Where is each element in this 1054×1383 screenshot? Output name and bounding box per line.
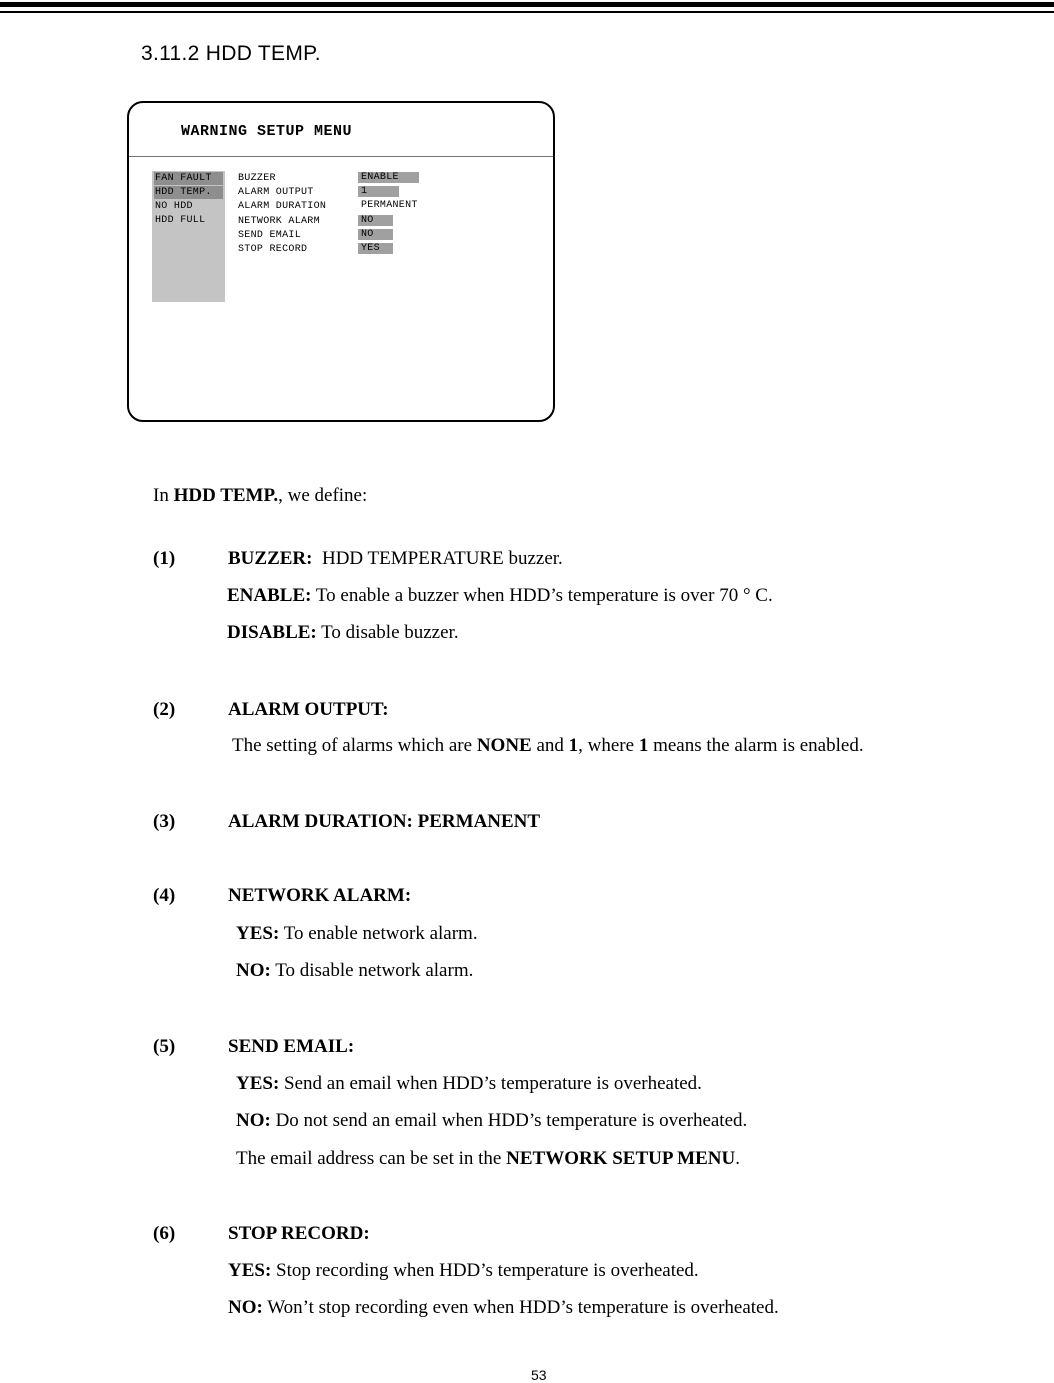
send-email-line	[228, 1036, 354, 1058]
email-address-line	[236, 1148, 740, 1170]
email-yes-desc: Send an email when HDD’s temperature is overheated.	[279, 1073, 702, 1094]
item-number-4: (4)	[153, 885, 176, 906]
disable-line	[227, 622, 459, 644]
network-yes-key: YES:	[236, 923, 280, 944]
warning-setup-menu-screenshot	[127, 101, 555, 422]
item-number-2: (2)	[153, 699, 176, 720]
stop-record-line	[228, 1223, 370, 1245]
send-email-head: SEND EMAIL:	[228, 1036, 355, 1057]
osd-label-alarm-duration: ALARM DURATION	[238, 201, 327, 212]
osd-value-stop-record: YES	[358, 243, 393, 254]
alarm-duration-head: ALARM DURATION: PERMANENT	[228, 811, 541, 832]
stop-no-key: NO:	[228, 1297, 263, 1318]
osd-sidebar	[152, 171, 225, 302]
network-no-desc: To disable network alarm.	[270, 960, 474, 981]
osd-value-buzzer: ENABLE	[358, 172, 419, 183]
osd-title: WARNING SETUP MENU	[181, 123, 353, 140]
osd-label-stop-record: STOP RECORD	[238, 244, 308, 255]
osd-label-alarm-output: ALARM OUTPUT	[238, 187, 314, 198]
page-number: 53	[531, 1367, 547, 1383]
email-address-post: .	[735, 1148, 740, 1169]
email-no-desc: Do not send an email when HDD’s temperature is overheated.	[270, 1110, 748, 1131]
email-no-key: NO:	[236, 1110, 271, 1131]
item-number-1: (1)	[153, 548, 176, 569]
disable-desc: To disable buzzer.	[316, 622, 459, 643]
osd-value-alarm-duration: PERMANENT	[361, 200, 418, 211]
header-rule-thick	[0, 2, 1054, 7]
alarm-duration-line	[228, 811, 540, 833]
osd-sidebar-item-hdd-temp: HDD TEMP.	[154, 186, 223, 199]
alarm-output-and: and	[531, 735, 569, 756]
alarm-output-one: 1	[568, 735, 579, 756]
email-address-pre: The email address can be set in the	[236, 1148, 507, 1169]
stop-yes-desc: Stop recording when HDD’s temperature is overheated.	[271, 1260, 699, 1281]
osd-value-send-email: NO	[358, 229, 393, 240]
stop-no-desc: Won’t stop recording even when HDD’s temperature is overheated.	[262, 1297, 779, 1318]
osd-sidebar-item-fan-fault: FAN FAULT	[154, 172, 223, 185]
network-alarm-head: NETWORK ALARM:	[228, 885, 412, 906]
osd-value-alarm-output: 1	[358, 186, 399, 197]
alarm-output-desc	[232, 735, 864, 757]
enable-line	[227, 585, 773, 607]
disable-key: DISABLE:	[227, 622, 317, 643]
osd-label-send-email: SEND EMAIL	[238, 230, 302, 241]
intro-pre: In	[153, 485, 174, 506]
email-yes-line	[236, 1073, 702, 1095]
stop-yes-line	[228, 1260, 699, 1282]
alarm-output-where: , where	[578, 735, 639, 756]
item-number-6: (6)	[153, 1223, 176, 1244]
alarm-output-line	[228, 699, 389, 721]
email-yes-key: YES:	[236, 1073, 280, 1094]
section-title: 3.11.2 HDD TEMP.	[141, 42, 321, 65]
osd-sidebar-item-no-hdd: NO HDD	[155, 201, 193, 212]
email-no-line	[236, 1110, 747, 1132]
intro-bold: HDD TEMP.	[173, 485, 279, 506]
buzzer-desc: HDD TEMPERATURE buzzer.	[321, 548, 563, 569]
intro-post: , we define:	[278, 485, 368, 506]
buzzer-line	[228, 548, 563, 570]
alarm-output-one-2: 1	[638, 735, 649, 756]
network-alarm-line	[228, 885, 411, 907]
network-no-key: NO:	[236, 960, 271, 981]
network-yes-line	[236, 923, 478, 945]
enable-desc: To enable a buzzer when HDD’s temperature is over 70 ° C.	[311, 585, 773, 606]
osd-label-buzzer: BUZZER	[238, 173, 276, 184]
osd-value-network-alarm: NO	[358, 215, 393, 226]
item-number-5: (5)	[153, 1036, 176, 1057]
alarm-output-none: NONE	[476, 735, 532, 756]
osd-divider	[129, 156, 553, 157]
alarm-output-pre: The setting of alarms which are	[232, 735, 477, 756]
osd-label-network-alarm: NETWORK ALARM	[238, 216, 320, 227]
item-number-3: (3)	[153, 811, 176, 832]
enable-key: ENABLE:	[227, 585, 312, 606]
stop-record-head: STOP RECORD:	[228, 1223, 370, 1244]
stop-yes-key: YES:	[228, 1260, 272, 1281]
osd-sidebar-item-hdd-full: HDD FULL	[155, 215, 206, 226]
intro-paragraph	[153, 485, 367, 507]
alarm-output-head: ALARM OUTPUT:	[228, 699, 389, 720]
alarm-output-post: means the alarm is enabled.	[648, 735, 864, 756]
email-address-bold: NETWORK SETUP MENU	[506, 1148, 736, 1169]
header-rule-thin	[0, 11, 1054, 13]
buzzer-head: BUZZER:	[228, 548, 313, 569]
network-no-line	[236, 960, 473, 982]
network-yes-desc: To enable network alarm.	[279, 923, 478, 944]
stop-no-line	[228, 1297, 779, 1319]
